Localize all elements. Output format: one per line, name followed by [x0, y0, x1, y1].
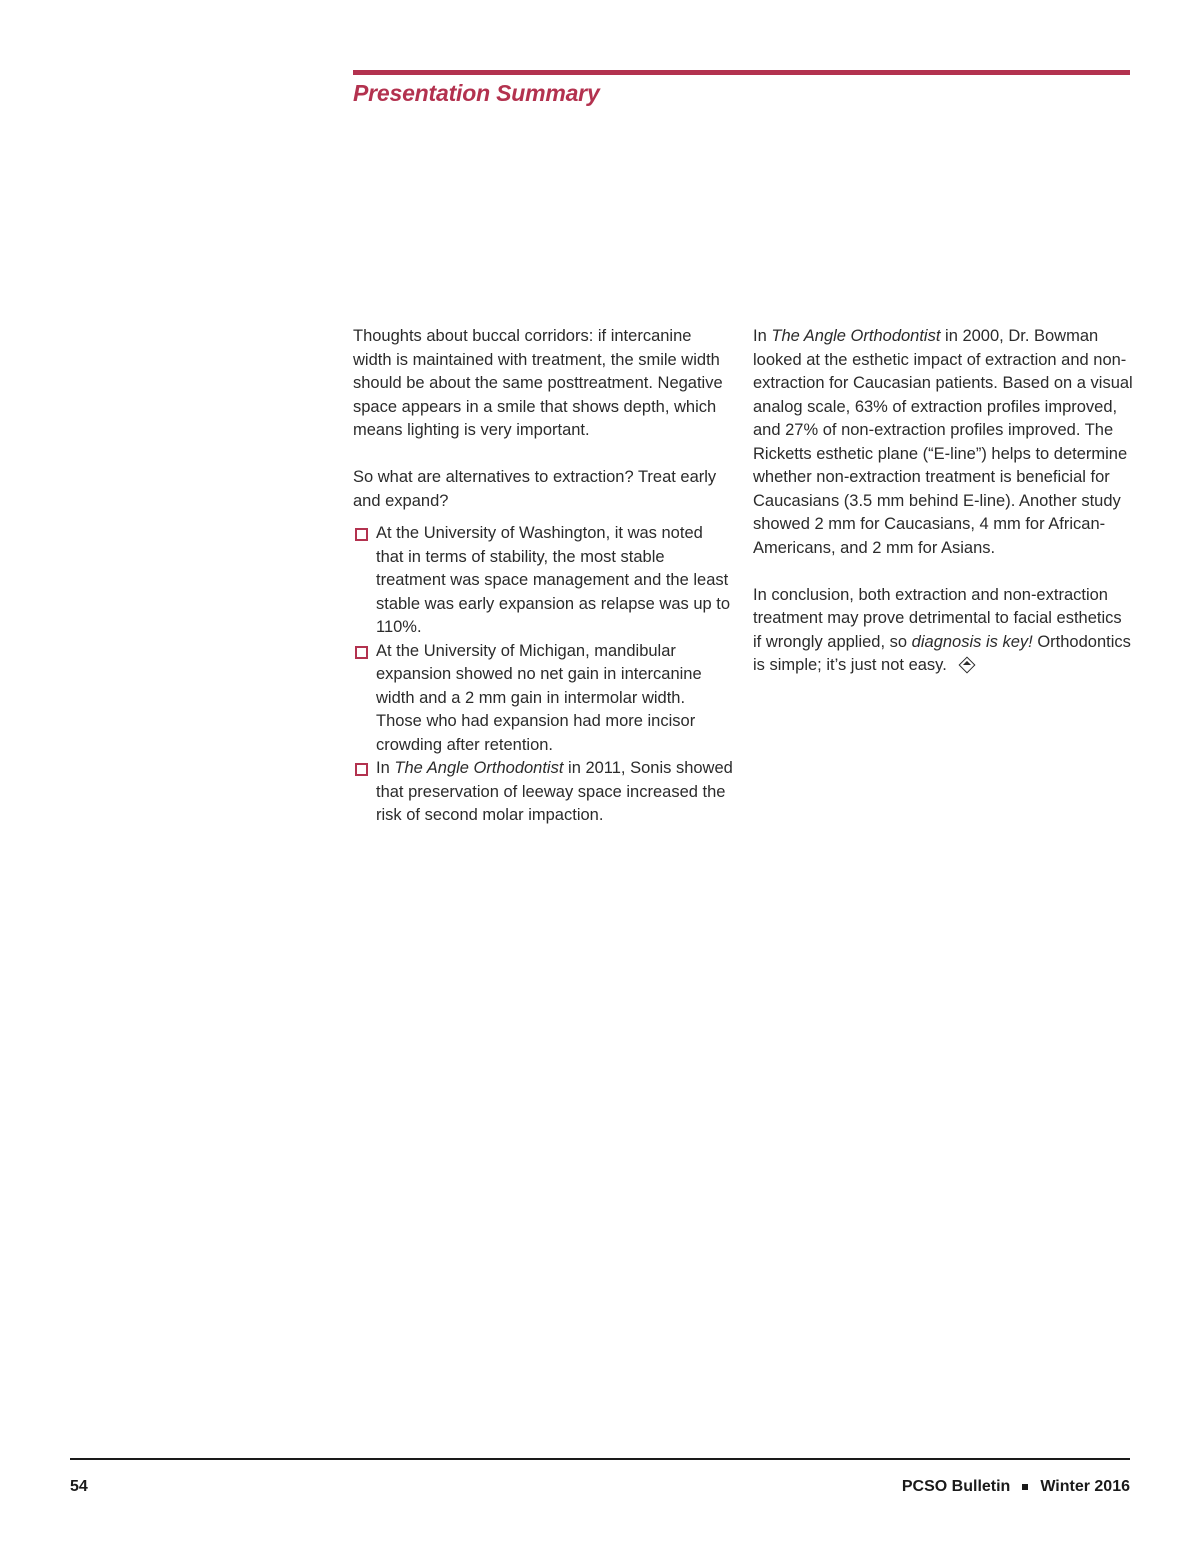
- bowman-study-paragraph: [753, 325, 1133, 560]
- conclusion-paragraph: [753, 584, 1133, 678]
- findings-list: [353, 522, 733, 828]
- diamond-end-mark-icon: [958, 656, 975, 673]
- paragraph-end-text: Orthodontics is simple; it’s just not easy.: [753, 632, 1131, 674]
- paragraph-prefix: In: [753, 327, 772, 345]
- list-item: [353, 640, 733, 758]
- buccal-corridors-paragraph: Thoughts about buccal corridors: if intercanine width is maintained with treatment, the smile width should be about the same posttreatment. Negative space appears in a smile that shows depth, which means lighting is very important.: [353, 327, 723, 439]
- list-item-text: At the University of Washington, it was noted that in terms of stability, the most stable treatment was space management and the least stable was early expansion as relapse was up to 110%.: [376, 524, 731, 636]
- paragraph-text: In conclusion, both extraction and non-extraction treatment may prove detrimental to facial esthetics if wrongly applied, so: [753, 585, 1122, 651]
- issue-label: Winter 2016: [1040, 1478, 1130, 1495]
- footer-rule: [70, 1458, 1130, 1460]
- square-separator-icon: [1022, 1484, 1028, 1490]
- journal-title: The Angle Orthodontist: [394, 759, 564, 777]
- square-bullet-icon: [355, 528, 368, 541]
- square-bullet-icon: [355, 646, 368, 659]
- emphasis-text: diagnosis is key!: [911, 632, 1033, 651]
- list-item-text: in 2011, Sonis showed that preservation of leeway space increased the risk of second molar impaction.: [376, 759, 733, 824]
- left-column: [353, 325, 733, 828]
- alternatives-paragraph: So what are alternatives to extraction? Treat early and expand?: [353, 468, 717, 510]
- header-rule: [353, 70, 1130, 75]
- footer-publication: [902, 1478, 1130, 1496]
- square-bullet-icon: [355, 763, 368, 776]
- page-number: 54: [70, 1478, 88, 1495]
- section-title: Presentation Summary: [353, 80, 600, 106]
- list-item-prefix: In: [376, 759, 395, 777]
- list-item: [353, 757, 733, 828]
- list-item: [353, 522, 733, 640]
- paragraph-text: in 2000, Dr. Bowman looked at the esthetic impact of extraction and non-extraction for Caucasian patients. Based on a visual analog scale, 63% of extraction profiles improved, and 27% of non-extraction profiles improved. The Ricketts esthetic plane (“E-line”) helps to determine whether non-extraction treatment is beneficial for Caucasians (3.5 mm behind E-line). Another study showed 2 mm for Caucasians, 4 mm for African-Americans, and 2 mm for Asians.: [753, 327, 1133, 557]
- journal-title: The Angle Orthodontist: [771, 327, 941, 345]
- list-item-text: At the University of Michigan, mandibular expansion showed no net gain in intercanine width and a 2 mm gain in intermolar width. Those who had expansion had more incisor crowding after retention.: [376, 641, 702, 754]
- right-column: [753, 325, 1133, 701]
- publication-name: PCSO Bulletin: [901, 1478, 1011, 1495]
